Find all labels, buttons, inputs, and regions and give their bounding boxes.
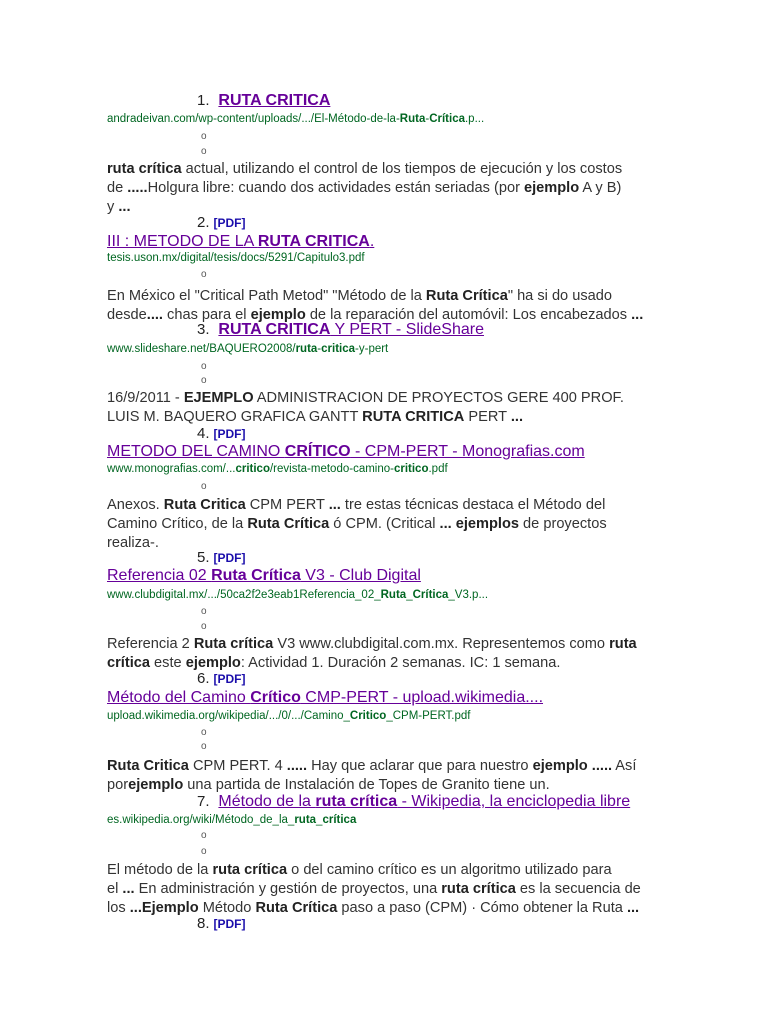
- result-number: 5.: [197, 549, 210, 566]
- result-number: 6.: [197, 670, 210, 687]
- snippet-text: PERT: [464, 409, 511, 425]
- result-url: [107, 343, 388, 355]
- result-number-row: [197, 214, 246, 232]
- title-text[interactable]: .: [369, 233, 375, 250]
- pdf-tag: [PDF]: [213, 917, 246, 931]
- title-text[interactable]: Y PERT - SlideShare: [330, 321, 484, 338]
- result-title-link[interactable]: [107, 443, 585, 461]
- pdf-tag: [PDF]: [213, 551, 246, 565]
- snippet-text: ...: [118, 199, 131, 215]
- result-url: [107, 589, 488, 601]
- snippet-text: Ruta Crítica: [425, 288, 508, 304]
- snippet-text: paso a paso (CPM) · Cómo obtener la Ruta: [337, 900, 627, 916]
- snippet-text: .....: [286, 758, 308, 774]
- result-url: [107, 252, 365, 264]
- snippet-text: por: [107, 777, 129, 793]
- snippet-text: crítica: [107, 655, 150, 671]
- snippet-text: : Actividad 1. Duración 2 semanas. IC: 1 semana.: [240, 655, 561, 671]
- result-number-row: [197, 670, 246, 688]
- bullet-marker: o: [201, 741, 207, 752]
- title-text[interactable]: ruta crítica: [315, 793, 398, 810]
- result-title-link[interactable]: [218, 793, 630, 810]
- snippet-text: ...: [631, 307, 644, 323]
- snippet-text: V3 www.clubdigital.com.mx. Representemos como: [273, 636, 610, 652]
- url-text: crítica: [322, 814, 357, 826]
- snippet-text: ...: [626, 900, 640, 916]
- snippet-text: EJEMPLO: [183, 390, 254, 406]
- snippet-text: Ruta Critica: [163, 497, 246, 513]
- snippet-text: chas para el: [162, 307, 251, 323]
- snippet-text: Referencia 2: [107, 636, 194, 652]
- url-text: .p...: [464, 113, 485, 125]
- snippet-text: En México el "Critical Path Metod" "Método de la: [107, 288, 426, 304]
- pdf-tag: [PDF]: [213, 427, 246, 441]
- url-text: _: [316, 814, 323, 826]
- bullet-marker: o: [201, 361, 207, 372]
- result-snippet-line: [107, 899, 639, 918]
- snippet-text: Holgura libre: cuando dos actividades están seriadas (por: [147, 180, 524, 196]
- title-text[interactable]: Método del Camino: [107, 689, 251, 706]
- result-number: 1.: [197, 92, 210, 109]
- snippet-text: Hay que aclarar que para nuestro: [307, 758, 533, 774]
- result-snippet-line: [107, 389, 624, 408]
- url-text: _V3.p...: [448, 589, 489, 601]
- url-text: Crítica: [412, 589, 449, 601]
- title-text[interactable]: Método de la: [218, 793, 316, 810]
- snippet-text: Ruta Crítica: [255, 900, 338, 916]
- url-text: critico: [235, 463, 270, 475]
- result-title-link[interactable]: [218, 92, 330, 109]
- result-snippet-line: [107, 654, 560, 673]
- result-snippet-line: [107, 534, 159, 553]
- result-url: [107, 710, 470, 722]
- url-text: es.wikipedia.org/wiki/Método_de_la_: [107, 814, 295, 826]
- url-text: www.clubdigital.mx/.../50ca2f2e3eab1Referencia_02_: [107, 589, 381, 601]
- url-text: -: [317, 343, 322, 355]
- url-text: -: [425, 113, 430, 125]
- result-number-row: [197, 92, 330, 110]
- url-text: critica: [321, 343, 356, 355]
- result-snippet-line: [107, 287, 612, 306]
- snippet-text: Camino Crítico, de la: [107, 516, 248, 532]
- url-text: tesis.uson.mx/digital/tesis/docs/5291/Capitulo3.pdf: [107, 252, 365, 264]
- url-text: andradeivan.com/wp-content/uploads/.../El-Método-de-la-: [107, 113, 400, 125]
- url-text: www.monografias.com/...: [107, 463, 236, 475]
- result-title-link[interactable]: [218, 321, 484, 338]
- bullet-marker: o: [201, 846, 207, 857]
- result-number-row: [197, 549, 246, 567]
- title-text[interactable]: CRÍTICO: [284, 443, 351, 460]
- result-url: [107, 113, 484, 125]
- snippet-text: " ha si do usado: [507, 288, 612, 304]
- title-text[interactable]: III : METODO DE LA: [107, 233, 258, 250]
- snippet-text: Así: [612, 758, 637, 774]
- snippet-text: ... ejemplos: [439, 516, 519, 532]
- result-number: 2.: [197, 214, 210, 231]
- result-snippet-line: [107, 880, 641, 899]
- snippet-text: CPM PERT: [245, 497, 329, 513]
- snippet-text: y: [107, 199, 119, 215]
- snippet-text: ruta: [609, 636, 637, 652]
- pdf-tag: [PDF]: [213, 216, 246, 230]
- url-text: /revista-metodo-camino-: [269, 463, 394, 475]
- url-text: Crítica: [429, 113, 465, 125]
- result-snippet-line: [107, 408, 523, 427]
- bullet-marker: o: [201, 621, 207, 632]
- bullet-marker: o: [201, 375, 207, 386]
- snippet-text: es la secuencia de: [515, 881, 641, 897]
- result-url: [107, 463, 448, 475]
- result-url: [107, 814, 356, 826]
- title-text[interactable]: - Wikipedia, la enciclopedia libre: [397, 793, 631, 810]
- url-text: critico: [393, 463, 429, 475]
- snippet-text: o del camino crítico es un algoritmo utilizado para: [287, 862, 612, 878]
- snippet-text: CPM PERT. 4: [188, 758, 287, 774]
- snippet-text: el: [107, 881, 123, 897]
- snippet-text: ejemplo .....: [532, 758, 613, 774]
- url-text: Critico: [349, 710, 387, 722]
- bullet-marker: o: [201, 131, 207, 142]
- snippet-text: Anexos.: [107, 497, 164, 513]
- url-text: upload.wikimedia.org/wikipedia/.../0/.../Camino_: [107, 710, 350, 722]
- pdf-tag: [PDF]: [213, 672, 246, 686]
- url-text: ruta: [294, 814, 317, 826]
- snippet-text: Método: [198, 900, 256, 916]
- snippet-text: una partida de Instalación de Topes de Granito tiene un.: [183, 777, 550, 793]
- title-text[interactable]: Ruta Crítica: [211, 567, 301, 584]
- url-text: ruta: [295, 343, 318, 355]
- result-number: 8.: [197, 915, 210, 932]
- result-number-row: [197, 915, 246, 933]
- snippet-text: ó CPM. (Critical: [329, 516, 440, 532]
- result-snippet-line: [107, 198, 131, 217]
- snippet-text: ejemplo: [250, 307, 306, 323]
- title-text[interactable]: RUTA CRITICA: [218, 92, 331, 109]
- result-number-row: [197, 425, 246, 443]
- result-snippet-line: [107, 179, 621, 198]
- snippet-text: este: [150, 655, 186, 671]
- snippet-text: En administración y gestión de proyectos, una: [134, 881, 442, 897]
- result-snippet-line: [107, 160, 622, 179]
- result-snippet-line: [107, 515, 607, 534]
- title-text[interactable]: Referencia 02: [107, 567, 212, 584]
- snippet-text: ejemplo: [185, 655, 241, 671]
- snippet-text: realiza-.: [107, 535, 159, 551]
- result-title-link[interactable]: [107, 233, 374, 251]
- snippet-text: ejemplo: [128, 777, 184, 793]
- snippet-text: tre estas técnicas destaca el Método del: [340, 497, 606, 513]
- snippet-text: ...: [328, 497, 341, 513]
- bullet-marker: o: [201, 146, 207, 157]
- title-text[interactable]: Crítico: [250, 689, 301, 706]
- url-text: .pdf: [428, 463, 448, 475]
- snippet-text: de proyectos: [519, 516, 607, 532]
- snippet-text: ruta crítica: [441, 881, 516, 897]
- result-number: 4.: [197, 425, 210, 442]
- snippet-text: Ruta Crítica: [247, 516, 330, 532]
- snippet-text: LUIS M. BAQUERO GRAFICA GANTT: [107, 409, 363, 425]
- title-text[interactable]: V3 - Club Digital: [300, 567, 421, 584]
- snippet-text: desde: [107, 307, 147, 323]
- snippet-text: A y B): [579, 180, 622, 196]
- result-title-link[interactable]: [107, 689, 543, 707]
- url-text: www.slideshare.net/BAQUERO2008/: [107, 343, 296, 355]
- title-text[interactable]: CMP-PERT - upload.wikimedia....: [300, 689, 544, 706]
- snippet-text: ...: [122, 881, 135, 897]
- result-snippet-line: [107, 635, 637, 654]
- snippet-text: actual, utilizando el control de los tiempos de ejecución y los costos: [181, 161, 623, 177]
- snippet-text: de: [107, 180, 128, 196]
- result-snippet-line: [107, 757, 636, 776]
- snippet-text: Ruta crítica: [193, 636, 274, 652]
- title-text[interactable]: RUTA CRITICA: [218, 321, 331, 338]
- title-text[interactable]: RUTA CRITICA: [257, 233, 370, 250]
- snippet-text: ....: [146, 307, 163, 323]
- snippet-text: El método de la: [107, 862, 213, 878]
- url-text: Ruta: [399, 113, 426, 125]
- title-text[interactable]: METODO DEL CAMINO: [107, 443, 285, 460]
- bullet-marker: o: [201, 727, 207, 738]
- url-text: _CPM-PERT.pdf: [386, 710, 471, 722]
- result-snippet-line: [107, 861, 612, 880]
- bullet-marker: o: [201, 269, 207, 280]
- result-number: 3.: [197, 321, 210, 338]
- result-number-row: [197, 321, 484, 339]
- bullet-marker: o: [201, 830, 207, 841]
- result-number-row: [197, 793, 630, 811]
- title-text[interactable]: - CPM-PERT - Monografias.com: [350, 443, 585, 460]
- snippet-text: ADMINISTRACION DE PROYECTOS GERE 400 PROF.: [253, 390, 624, 406]
- snippet-text: .....: [127, 180, 148, 196]
- result-title-link[interactable]: [107, 567, 421, 585]
- url-text: _: [406, 589, 413, 601]
- snippet-text: ...Ejemplo: [129, 900, 199, 916]
- result-snippet-line: [107, 496, 605, 515]
- result-number: 7.: [197, 793, 210, 810]
- url-text: Ruta: [380, 589, 407, 601]
- snippet-text: 16/9/2011 -: [107, 390, 184, 406]
- snippet-text: RUTA CRITICA: [362, 409, 465, 425]
- snippet-text: de la reparación del automóvil: Los encabezados: [305, 307, 632, 323]
- snippet-text: Ruta Critica: [107, 758, 189, 774]
- url-text: -y-pert: [355, 343, 389, 355]
- snippet-text: ejemplo: [524, 180, 580, 196]
- bullet-marker: o: [201, 481, 207, 492]
- bullet-marker: o: [201, 606, 207, 617]
- snippet-text: los: [107, 900, 130, 916]
- snippet-text: ruta crítica: [107, 161, 182, 177]
- snippet-text: ruta crítica: [212, 862, 288, 878]
- snippet-text: ...: [510, 409, 524, 425]
